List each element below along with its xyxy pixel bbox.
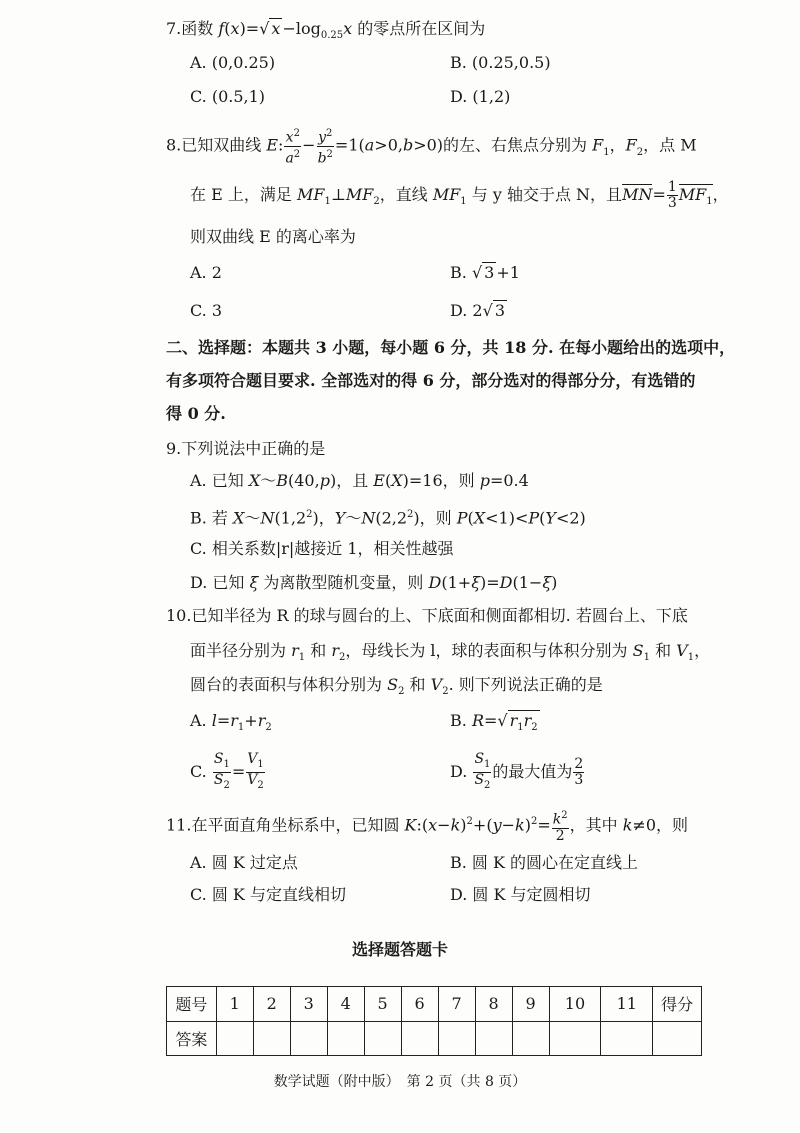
- answer-cell[interactable]: [475, 1021, 512, 1056]
- question-8-line1: 8.已知双曲线 E: $\frac{x^2}{a^2}$ − $\frac{y^2}{b^2}$ =1(a>0,b>0)的左、右焦点分别为 $F_1$，$F_2$，点 M: [166, 128, 697, 167]
- q9-option-a: A. 已知 X～B(40,p)，且 E(X)=16，则 p=0.4: [190, 471, 529, 490]
- header-cell: 题号: [167, 987, 217, 1022]
- q7-option-c: C. (0.5,1): [190, 87, 266, 106]
- section-2-line2: 有多项符合题目要求. 全部选对的得 6 分，部分选对的得部分分，有选错的: [166, 371, 696, 390]
- answer-card-table: [166, 986, 702, 1056]
- answer-cell[interactable]: [401, 1021, 438, 1056]
- section-2-line1: 二、选择题：本题共 3 小题，每小题 6 分，共 18 分. 在每小题给出的选项中，: [166, 338, 736, 357]
- q9-option-d: D. 已知 ξ 为离散型随机变量，则 D(1+ξ)=D(1−ξ): [190, 573, 558, 592]
- header-cell: 5: [364, 987, 401, 1022]
- question-9: 9.下列说法中正确的是: [166, 439, 326, 458]
- header-cell: 3: [290, 987, 327, 1022]
- question-8-line3: 则双曲线 E 的离心率为: [190, 227, 356, 246]
- q8-option-b: B. √ 3 +1: [450, 263, 520, 282]
- header-cell: 11: [601, 987, 653, 1022]
- q8-option-c: C. 3: [190, 301, 223, 320]
- q9-option-b: B. 若 $X\sim N(1,2^2)$，$Y\sim N(2,2^2)$，则 P(X<1)<P(Y<2): [190, 508, 586, 528]
- question-10-line2: 面半径分别为 $r_1$ 和 $r_2$，母线长为 l，球的表面积与体积分别为 $S_1$ 和 $V_1$，: [190, 641, 711, 664]
- header-cell: 4: [327, 987, 364, 1022]
- header-cell: 2: [253, 987, 290, 1022]
- answer-cell[interactable]: [438, 1021, 475, 1056]
- header-cell: 得分: [653, 987, 702, 1022]
- answer-cell[interactable]: [549, 1021, 601, 1056]
- q10-option-c: C. $\frac{S_1}{S_2}$ = $\frac{V_1}{V_2}$: [190, 751, 264, 791]
- q8-option-d: D. 2√ 3: [450, 301, 505, 320]
- header-cell: 7: [438, 987, 475, 1022]
- q11-option-a: A. 圆 K 过定点: [190, 853, 298, 872]
- q7-option-a: A. (0,0.25): [190, 53, 276, 72]
- q10-option-a: A. $l=r_1+r_2$: [190, 711, 272, 734]
- page-footer: 数学试题（附中版） 第 2 页（共 8 页）: [273, 1074, 527, 1090]
- section-2-line3: 得 0 分.: [166, 404, 226, 423]
- answer-cell[interactable]: [601, 1021, 653, 1056]
- answer-cell[interactable]: [253, 1021, 290, 1056]
- q11-option-c: C. 圆 K 与定直线相切: [190, 885, 346, 904]
- score-cell[interactable]: [653, 1021, 702, 1056]
- answer-cell[interactable]: [512, 1021, 549, 1056]
- answer-cell[interactable]: [364, 1021, 401, 1056]
- answer-cell[interactable]: [216, 1021, 253, 1056]
- q10-option-d: D. $\frac{S_1}{S_2}$ 的最大值为 $\frac{2}{3}$: [450, 751, 584, 791]
- answer-card-answer-row: [167, 1021, 702, 1056]
- q7-option-d: D. (1,2): [450, 87, 511, 106]
- question-7: 7.函数 f(x)=√ $x -\log_{0.25}x$ 的零点所在区间为: [166, 19, 486, 42]
- q8-option-a: A. 2: [190, 263, 222, 282]
- q11-option-d: D. 圆 K 与定圆相切: [450, 885, 591, 904]
- q7-option-b: B. (0.25,0.5): [450, 53, 551, 72]
- answer-card-title: 选择题答题卡: [351, 940, 448, 959]
- question-11: 11.在平面直角坐标系中，已知圆 $K:(x-k)^2+(y-k)^2=$ $\frac{k^2}{2}$ ，其中 k≠0，则: [166, 810, 689, 844]
- header-cell: 10: [549, 987, 601, 1022]
- question-8-line2: 在 E 上，满足 $MF_1\perp MF_2$，直线 $MF_1$ 与 y 轴交于点 N，且MN= $\frac{1}{3}$ $MF_1$，: [190, 179, 729, 211]
- header-cell: 9: [512, 987, 549, 1022]
- q11-option-b: B. 圆 K 的圆心在定直线上: [450, 853, 639, 872]
- q10-option-b: B. R=√ $r_1r_2$: [450, 711, 538, 734]
- question-10-line1: 10.已知半径为 R 的球与圆台的上、下底面和侧面都相切. 若圆台上、下底: [166, 606, 688, 625]
- header-cell: 8: [475, 987, 512, 1022]
- answer-card-header-row: [167, 987, 702, 1022]
- header-cell: 6: [401, 987, 438, 1022]
- header-cell: 1: [216, 987, 253, 1022]
- answer-cell[interactable]: [290, 1021, 327, 1056]
- answer-row-label: 答案: [167, 1021, 217, 1056]
- question-10-line3: 圆台的表面积与体积分别为 $S_2$ 和 $V_2$. 则下列说法正确的是: [190, 675, 603, 698]
- q9-option-c: C. 相关系数|r|越接近 1，相关性越强: [190, 539, 454, 558]
- answer-cell[interactable]: [327, 1021, 364, 1056]
